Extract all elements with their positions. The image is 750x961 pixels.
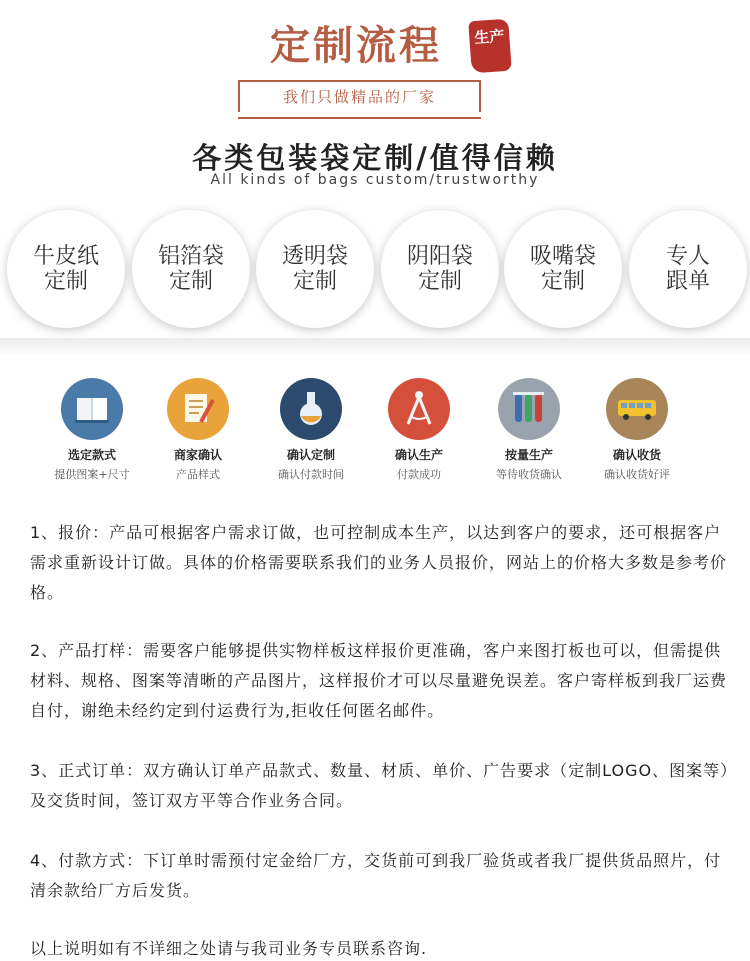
bubble-spout-pouch[interactable] xyxy=(504,210,622,328)
process-steps xyxy=(0,378,750,488)
step-select-style xyxy=(37,378,147,482)
paragraph-formal-order: 3、正式订单：双方确认订单产品款式、数量、材质、单价、广告要求（定制LOGO、图案等）及交货时间，签订双方平等合作业务合同。 xyxy=(30,761,730,810)
test-tubes-icon xyxy=(498,378,560,440)
step-title: 确认收货 xyxy=(612,448,661,462)
header xyxy=(0,0,750,130)
page-title: 定制流程 xyxy=(270,22,442,69)
step-subtitle: 确认付款时间 xyxy=(278,468,344,481)
step-subtitle: 产品样式 xyxy=(176,468,220,481)
bus-icon xyxy=(606,378,668,440)
bubble-kraft-paper[interactable] xyxy=(7,210,125,328)
step-title: 确认定制 xyxy=(286,448,335,462)
step-confirm-custom xyxy=(256,378,366,482)
step-merchant-confirm xyxy=(143,378,253,482)
flask-icon xyxy=(280,378,342,440)
bubble-label: 牛皮纸 定制 xyxy=(32,244,99,294)
compass-icon xyxy=(388,378,450,440)
bubble-label: 阴阳袋 定制 xyxy=(406,244,473,294)
paragraph-quote: 1、报价：产品可根据客户需求订做，也可控制成本生产，以达到客户的要求，还可根据客户需求重新设计订做。具体的价格需要联系我们的业务人员报价，网站上的价格大多数是参考价格。 xyxy=(30,523,728,602)
subtitle-underline xyxy=(238,117,481,119)
step-mass-production xyxy=(474,378,584,482)
seal-stamp: 生产 xyxy=(468,19,512,74)
step-confirm-receipt xyxy=(582,378,692,482)
step-title: 商家确认 xyxy=(173,448,222,462)
step-subtitle: 提供图案+尺寸 xyxy=(54,468,130,481)
step-title: 选定款式 xyxy=(67,448,116,462)
book-icon xyxy=(61,378,123,440)
step-title: 按量生产 xyxy=(504,448,553,462)
paragraph-sampling: 2、产品打样：需要客户能够提供实物样板这样报价更准确，客户来图打板也可以，但需提供材料、规格、图案等清晰的产品图片，这样报价才可以尽量避免误差。客户寄样板到我厂运费自付，谢绝未经约定到付运费行为,拒收任何匿名邮件。 xyxy=(30,641,728,720)
step-confirm-production xyxy=(364,378,474,482)
bubble-label: 铝箔袋 定制 xyxy=(157,244,224,294)
document-pencil-icon xyxy=(167,378,229,440)
bubble-foil-bag[interactable] xyxy=(132,210,250,328)
bubble-dedicated-service[interactable] xyxy=(629,210,747,328)
subtitle: 我们只做精品的厂家 xyxy=(282,88,436,106)
paragraph-contact-note: 以上说明如有不详细之处请与我司业务专员联系咨询. xyxy=(30,939,428,958)
step-subtitle: 确认收货好评 xyxy=(604,468,670,481)
step-subtitle: 等待收货确认 xyxy=(496,468,562,481)
bubble-label: 透明袋 定制 xyxy=(281,244,348,294)
headline: 各类包装袋定制/值得信赖 xyxy=(192,141,558,175)
step-subtitle: 付款成功 xyxy=(397,468,441,481)
paragraph-payment: 4、付款方式：下订单时需预付定金给厂方，交货前可到我厂验货或者我厂提供货品照片，付清余款给厂方后发货。 xyxy=(30,851,722,900)
bubble-yin-yang-bag[interactable] xyxy=(381,210,499,328)
bubble-label: 吸嘴袋 定制 xyxy=(529,244,596,294)
bubble-clear-bag[interactable] xyxy=(256,210,374,328)
headline-english: All kinds of bags custom/trustworthy xyxy=(210,172,540,188)
step-title: 确认生产 xyxy=(394,448,443,462)
bubble-label: 专人 跟单 xyxy=(665,244,710,294)
section-divider xyxy=(0,338,750,356)
